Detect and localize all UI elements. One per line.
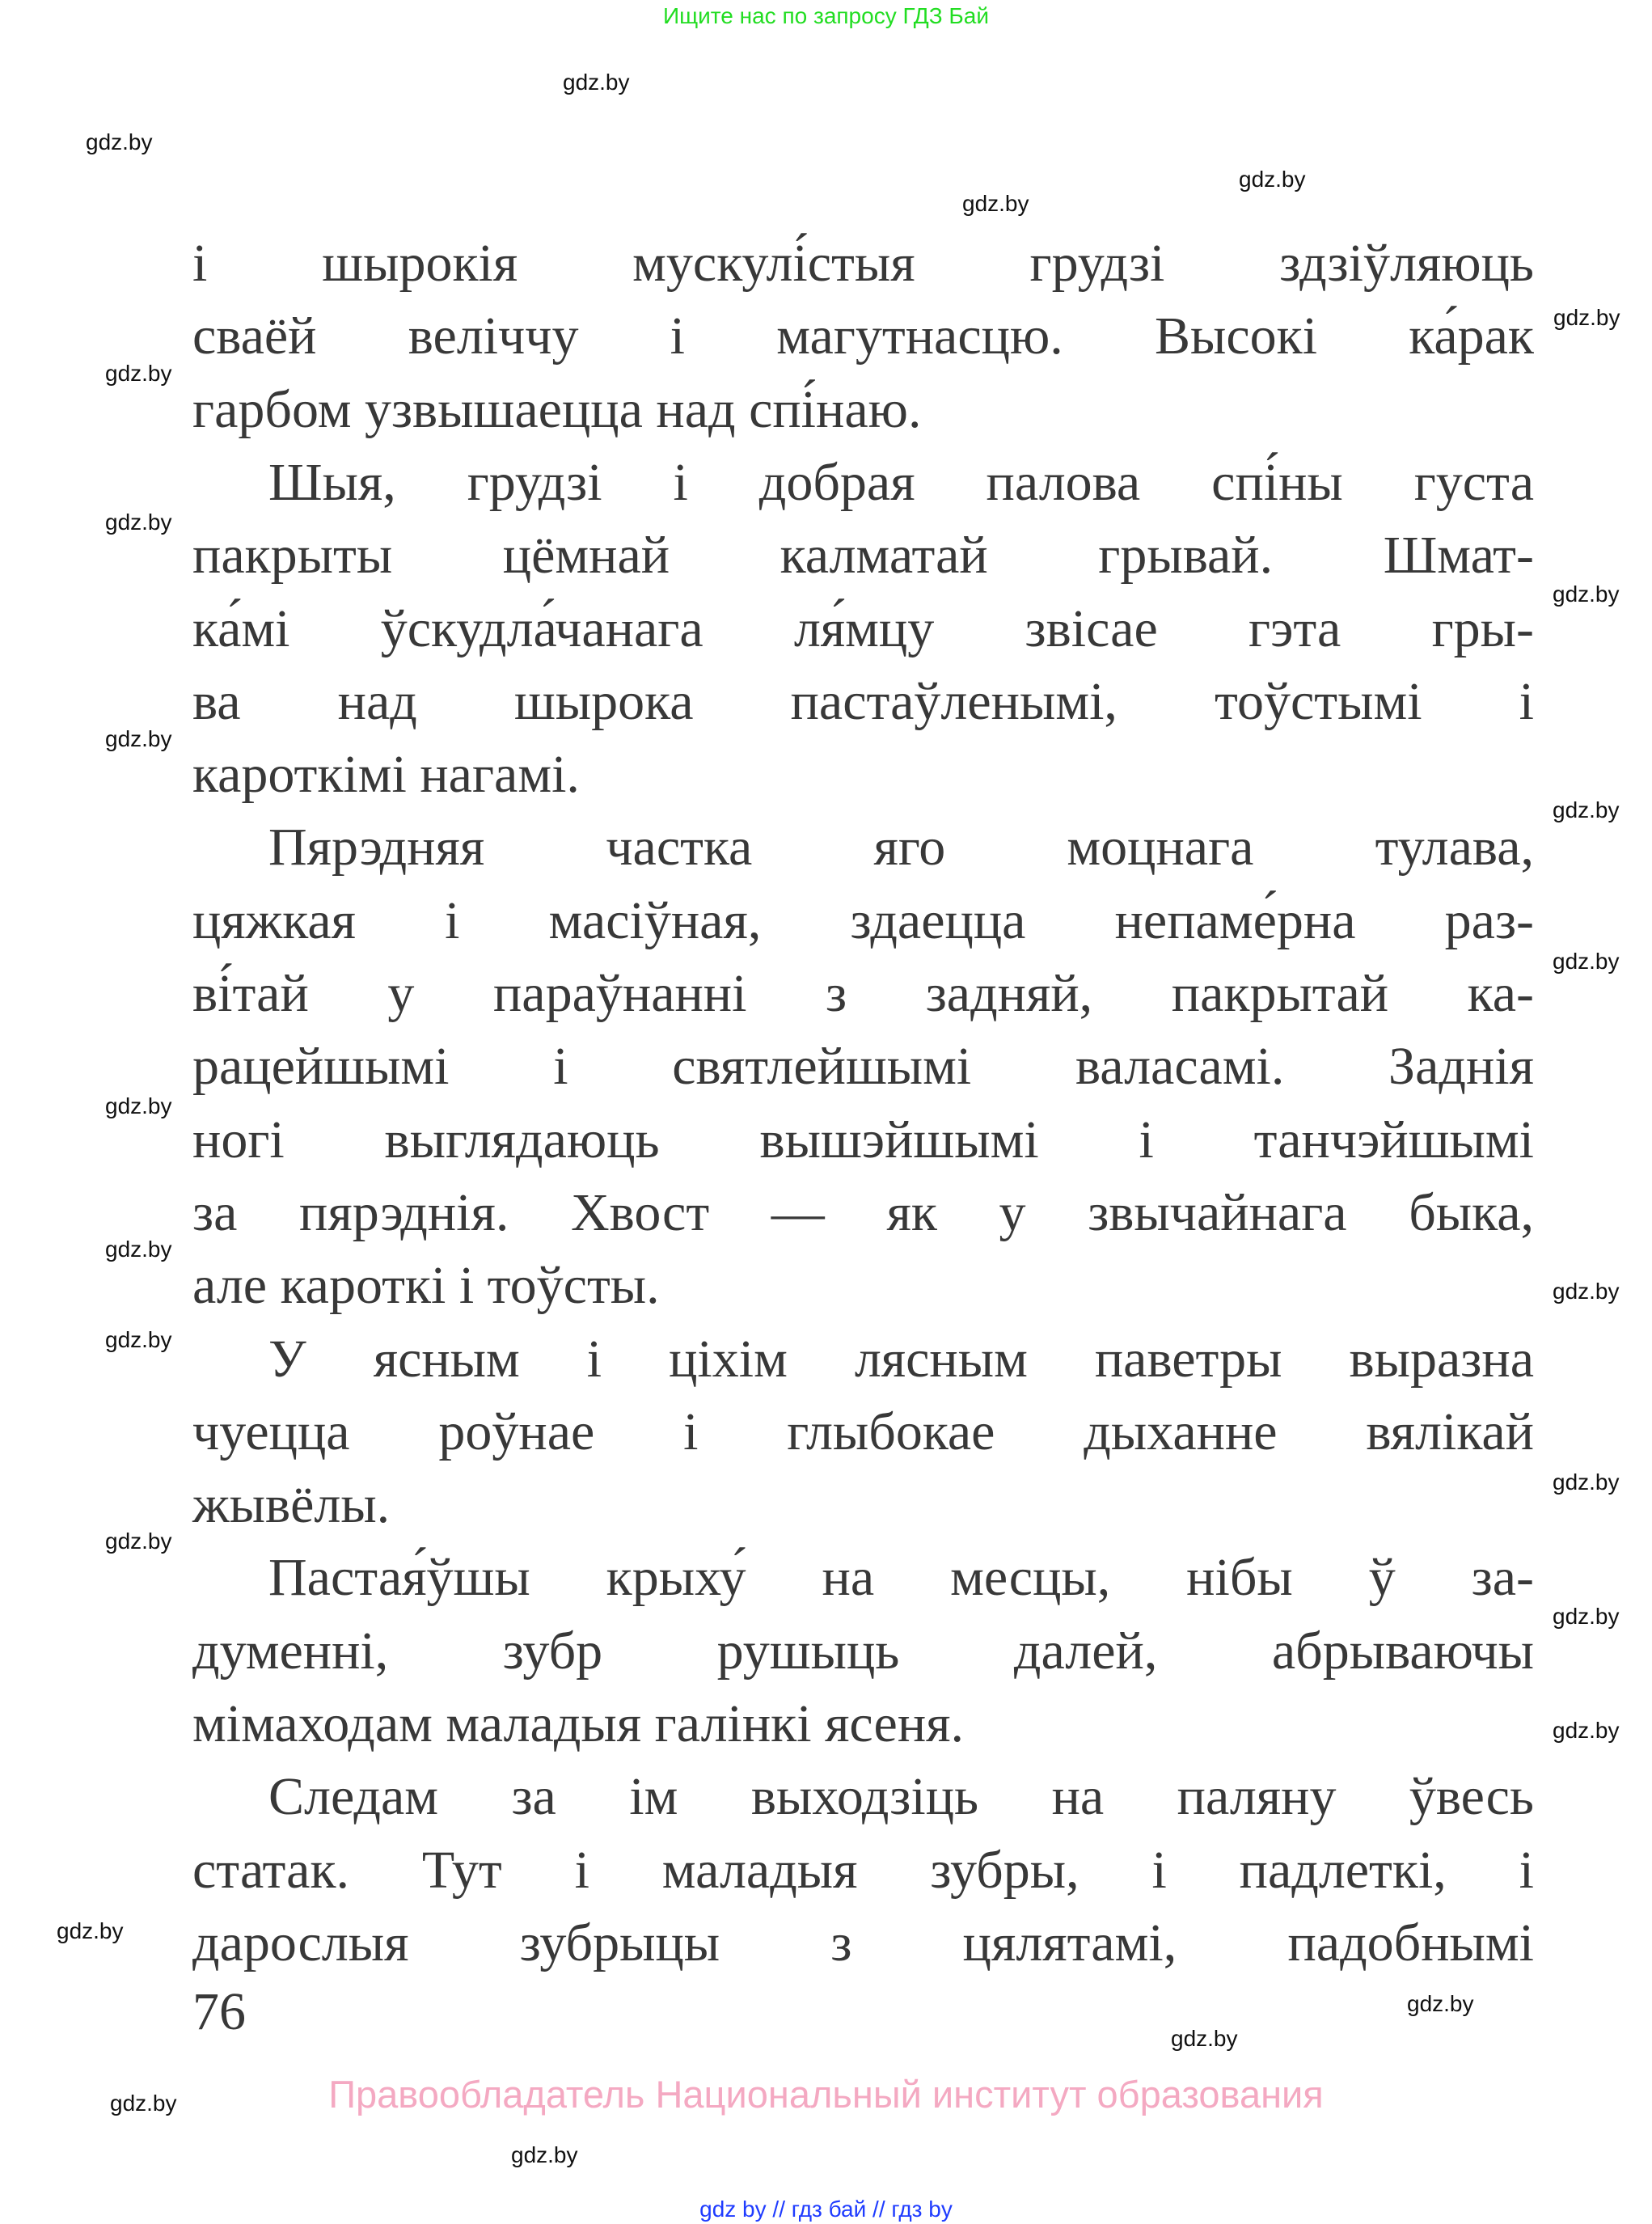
watermark: gdz.by — [86, 129, 153, 154]
page-number: 76 — [192, 1982, 246, 2041]
text-line: пакрыты цёмнай калматай грывай. Шмат- — [192, 526, 1534, 586]
watermark: gdz.by — [1553, 1604, 1620, 1629]
watermark: gdz.by — [1553, 797, 1620, 822]
watermark: gdz.by — [1407, 1991, 1474, 2016]
text-line: Шыя, грудзі і добрая палова спі́ны густа — [268, 452, 1534, 512]
watermark: gdz.by — [105, 1528, 172, 1554]
watermark: gdz.by — [105, 509, 172, 535]
watermark: gdz.by — [1553, 1279, 1620, 1304]
search-banner[interactable]: Ищите нас по запросу ГДЗ Бай — [662, 3, 990, 28]
watermark: gdz.by — [511, 2142, 578, 2167]
text-line: і шырокія мускулі́стыя грудзі здзіўляюць — [192, 234, 1534, 293]
text-line: Пярэдняя частка яго моцнага тулава, — [268, 818, 1534, 877]
rights-holder-notice: Правообладатель Национальный институт образования — [328, 2073, 1324, 2116]
watermark: gdz.by — [563, 70, 630, 95]
text-line: Пастая́ўшы крыху́ на месцы, нібы ў за- — [268, 1548, 1534, 1608]
watermark: gdz.by — [1553, 305, 1620, 330]
text-line: жывёлы. — [192, 1475, 391, 1535]
watermark: gdz.by — [105, 1237, 172, 1262]
watermark: gdz.by — [962, 191, 1029, 216]
watermark: gdz.by — [1553, 1718, 1620, 1743]
text-line: ві́тай у параўнанні з задняй, пакрытай ка- — [192, 964, 1534, 1023]
watermark: gdz.by — [1553, 581, 1620, 607]
watermark: gdz.by — [1553, 949, 1620, 974]
text-line: за пярэднія. Хвост — як у звычайнага быка, — [192, 1182, 1534, 1242]
text-line: дарослыя зубрыцы з цялятамі, падобнымі — [192, 1913, 1534, 1972]
footer-links[interactable]: gdz by // гдз бай // гдз by — [699, 2197, 953, 2222]
watermark: gdz.by — [1171, 2026, 1238, 2051]
text-line: У ясным і ціхім лясным паветры выразна — [268, 1329, 1534, 1389]
text-line: мімаходам маладыя галінкі ясеня. — [192, 1694, 965, 1753]
text-line: кароткімі нагамі. — [192, 745, 580, 805]
text-line: ка́мі ўскудла́чанага ля́мцу звісае гэта гры- — [192, 598, 1534, 658]
text-line: ногі выглядаюць вышэйшымі і танчэйшымі — [192, 1110, 1534, 1169]
text-line: статак. Тут і маладыя зубры, і падлеткі, і — [192, 1840, 1534, 1900]
text-line: гарбом узвышаецца над спі́наю. — [192, 379, 922, 439]
watermark: gdz.by — [110, 2091, 177, 2116]
text-line: Следам за ім выходзіць на паляну ўвесь — [268, 1767, 1534, 1827]
text-line: але кароткі і тоўсты. — [192, 1256, 660, 1316]
watermark: gdz.by — [105, 1327, 172, 1352]
watermark: gdz.by — [57, 1918, 124, 1943]
text-line: думенні, зубр рушыць далей, абрываючы — [192, 1621, 1534, 1681]
text-line: цяжкая і масіўная, здаецца непаме́рна раз- — [192, 890, 1534, 950]
text-line: ва над шырока пастаўленымі, тоўстымі і — [192, 671, 1534, 731]
text-line: чуецца роўнае і глыбокае дыханне вялікай — [192, 1402, 1534, 1461]
text-line: рацейшымі і святлейшымі валасамі. Заднія — [192, 1037, 1534, 1097]
watermark: gdz.by — [105, 361, 172, 386]
text-line: сваёй веліччу і магутнасцю. Высокі ка́рак — [192, 307, 1534, 366]
watermark: gdz.by — [1553, 1469, 1620, 1495]
watermark: gdz.by — [1239, 167, 1306, 192]
watermark: gdz.by — [105, 1093, 172, 1118]
watermark: gdz.by — [105, 726, 172, 751]
